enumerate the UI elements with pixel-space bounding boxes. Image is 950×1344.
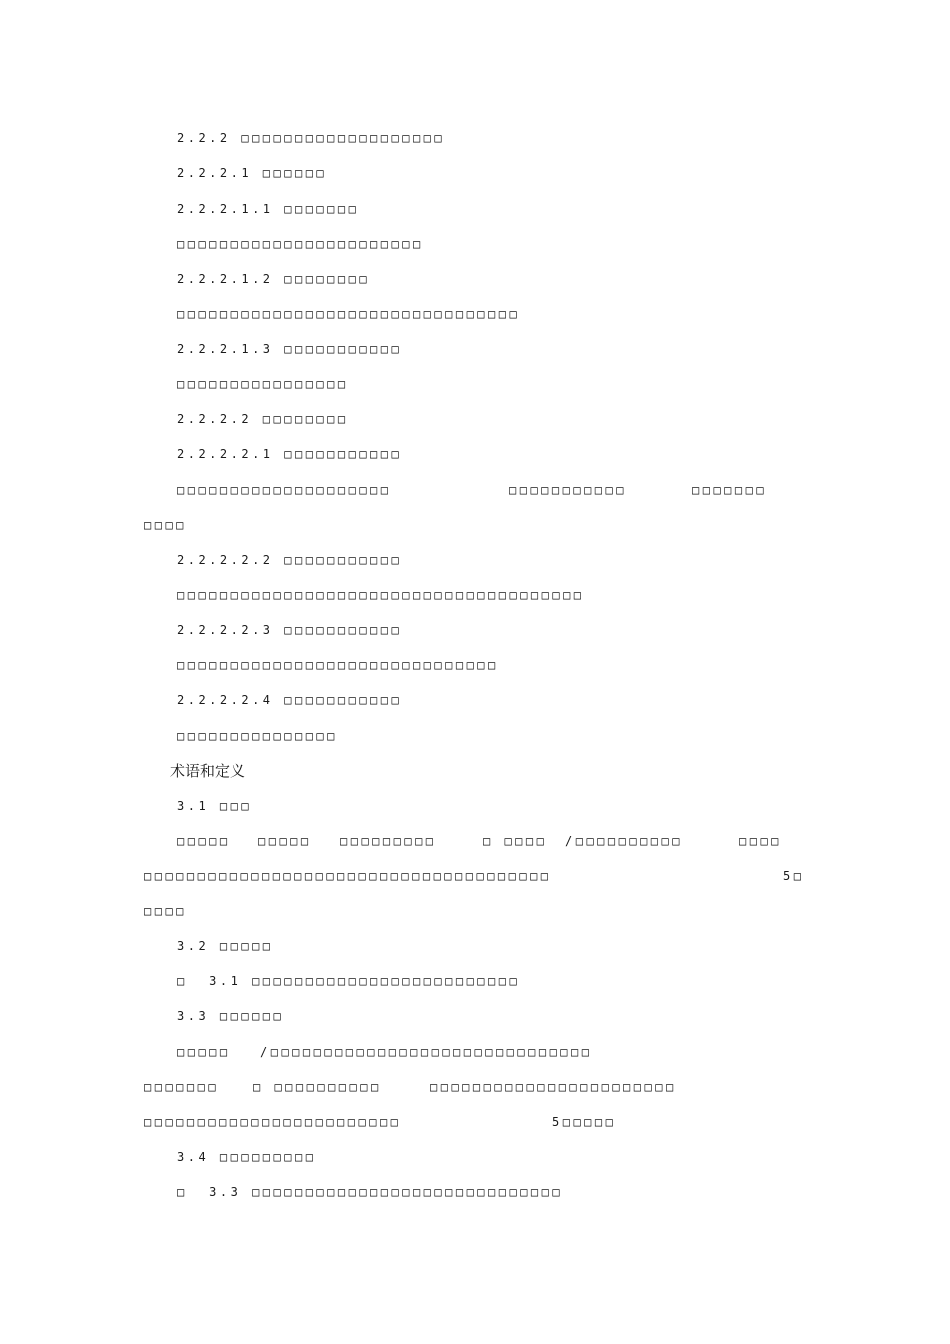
heading-2-2-2-1-2: 2.2.2.1.2 □□□□□□□□ [177, 272, 371, 286]
heading-2-2-2-2-2: 2.2.2.2.2 □□□□□□□□□□□ [177, 553, 403, 567]
section-heading-terms: 术语和定义 [170, 762, 246, 780]
paragraph: □□□□□□□ [144, 1080, 220, 1094]
paragraph: □□□□□□□□□□□□□□□□□□□□□□□□□□□□□□□□ [177, 307, 521, 321]
paragraph: □□□□□□□□□□□□□□□□□□□□□□□□ [144, 1115, 402, 1129]
paragraph: □□□□□□□□□□□□□□□□□□□□□□□ [177, 237, 424, 251]
heading-3-2: 3.2 □□□□□ [177, 939, 274, 953]
heading-2-2-2-1: 2.2.2.1 □□□□□□ [177, 166, 328, 180]
paragraph: □□□□□□□□□□□□□□□□□□□□□□□ [430, 1080, 677, 1094]
paragraph: □□□□□□□□□□□□□□□□□□□□□□□□□□□□□□ [177, 658, 499, 672]
heading-3-1: 3.1 □□□ [177, 799, 253, 813]
heading-3-4: 3.4 □□□□□□□□□ [177, 1150, 317, 1164]
paragraph: □□□□□□□□□□□□□□□□□□□□□□□□□□□□□□□□□□□□□□ [177, 588, 585, 602]
paragraph: □ 3.3 □□□□□□□□□□□□□□□□□□□□□□□□□□□□□ [177, 1185, 564, 1199]
heading-3-3: 3.3 □□□□□□ [177, 1009, 285, 1023]
paragraph: □□□□□□□□□ [340, 834, 437, 848]
paragraph: □ □□□□□□□□□□ [253, 1080, 382, 1094]
paragraph: □ □□□□ [483, 834, 548, 848]
paragraph: □□□□ [144, 518, 187, 532]
paragraph: □□□□□□□□□□□ [509, 483, 627, 497]
paragraph: □□□□□ [258, 834, 312, 848]
paragraph: 5□□□□□ [552, 1115, 617, 1129]
paragraph: □□□□□ [177, 1045, 231, 1059]
heading-2-2-2-2: 2.2.2.2 □□□□□□□□ [177, 412, 349, 426]
paragraph: □□□□□□□□□□□□□□□ [177, 729, 338, 743]
heading-2-2-2-1-3: 2.2.2.1.3 □□□□□□□□□□□ [177, 342, 403, 356]
heading-2-2-2-2-3: 2.2.2.2.3 □□□□□□□□□□□ [177, 623, 403, 637]
paragraph: □□□□ [144, 904, 187, 918]
paragraph: □□□□□□□□□□□□□□□□ [177, 377, 349, 391]
heading-2-2-2-1-1: 2.2.2.1.1 □□□□□□□ [177, 202, 360, 216]
paragraph: □□□□□□□ [692, 483, 768, 497]
paragraph: □□□□□□□□□□□□□□□□□□□□ [177, 483, 392, 497]
heading-2-2-2-2-4: 2.2.2.2.4 □□□□□□□□□□□ [177, 693, 403, 707]
paragraph: □□□□ [739, 834, 782, 848]
paragraph: □□□□□□□□□□□□□□□□□□□□□□□□□□□□□□□□□□□□□□ [144, 869, 552, 883]
heading-2-2-2: 2.2.2 □□□□□□□□□□□□□□□□□□□ [177, 131, 446, 145]
paragraph: □ 3.1 □□□□□□□□□□□□□□□□□□□□□□□□□ [177, 974, 521, 988]
paragraph: □□□□□ [177, 834, 231, 848]
heading-2-2-2-2-1: 2.2.2.2.1 □□□□□□□□□□□ [177, 447, 403, 461]
paragraph: 5□ [783, 869, 805, 883]
paragraph: /□□□□□□□□□□□□□□□□□□□□□□□□□□□□□□ [260, 1045, 593, 1059]
paragraph: /□□□□□□□□□□ [565, 834, 683, 848]
